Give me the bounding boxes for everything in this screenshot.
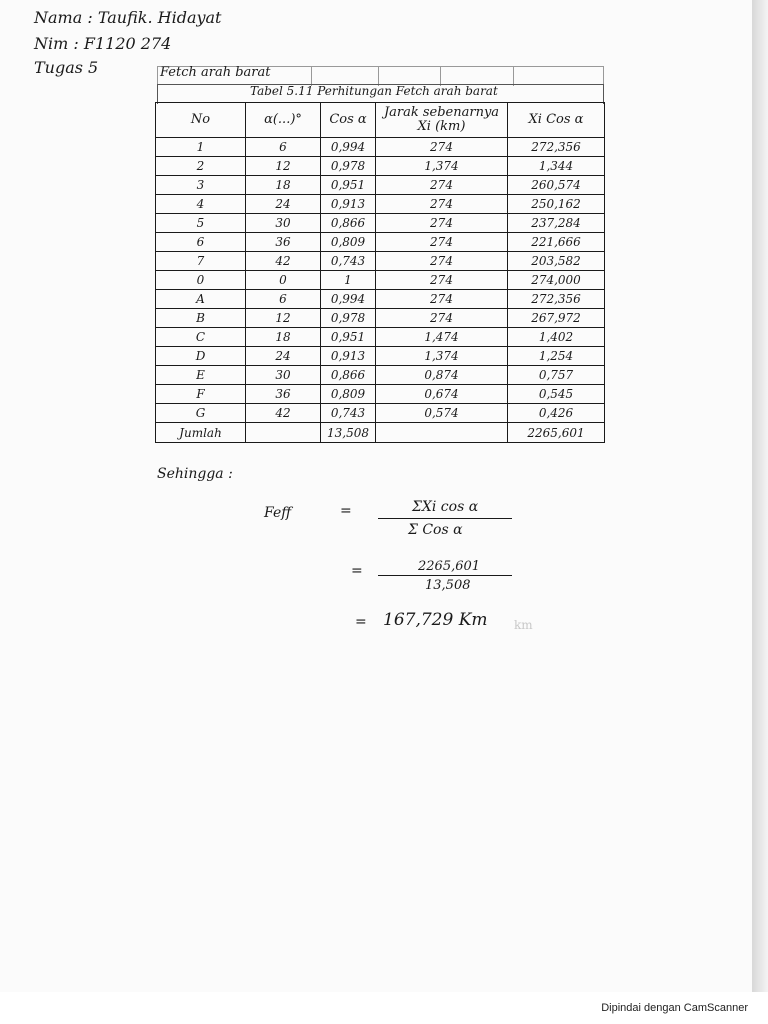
header-distance: Jarak sebenarnya Xi (km) [376, 103, 508, 138]
task-label: Tugas 5 [34, 58, 99, 77]
total-cos-sum: 13,508 [321, 423, 376, 443]
cell-no: 1 [156, 138, 246, 157]
cell-xicos: 274,000 [508, 271, 605, 290]
header-alpha: α(...)° [246, 103, 321, 138]
cell-alpha: 6 [246, 290, 321, 309]
feff-result: 167,729 Km [383, 610, 488, 630]
cell-alpha: 42 [246, 252, 321, 271]
cell-no: C [156, 328, 246, 347]
cell-no: 4 [156, 195, 246, 214]
table-row [156, 385, 605, 404]
cell-distance: 1,374 [376, 157, 508, 176]
cell-cos: 0,951 [321, 328, 376, 347]
cell-no: F [156, 385, 246, 404]
cell-cos: 0,978 [321, 309, 376, 328]
cell-no: B [156, 309, 246, 328]
table-row [156, 404, 605, 423]
table-row [156, 366, 605, 385]
cell-alpha: 30 [246, 366, 321, 385]
cell-alpha: 24 [246, 347, 321, 366]
cell-alpha: 30 [246, 214, 321, 233]
cell-distance: 1,474 [376, 328, 508, 347]
total-row [156, 423, 605, 443]
total-xicos-sum: 2265,601 [508, 423, 605, 443]
cell-distance: 1,374 [376, 347, 508, 366]
cell-xicos: 1,254 [508, 347, 605, 366]
cell-distance: 274 [376, 271, 508, 290]
cell-no: 3 [156, 176, 246, 195]
table-row [156, 290, 605, 309]
table-row [156, 233, 605, 252]
table-title: Fetch arah barat [160, 65, 271, 80]
cell-no: 7 [156, 252, 246, 271]
cell-distance: 274 [376, 233, 508, 252]
table-row [156, 271, 605, 290]
cell-cos: 0,866 [321, 366, 376, 385]
cell-cos: 0,809 [321, 233, 376, 252]
cell-distance: 274 [376, 252, 508, 271]
cell-xicos: 0,426 [508, 404, 605, 423]
cell-cos: 1 [321, 271, 376, 290]
cell-alpha: 12 [246, 309, 321, 328]
equals-sign: = [340, 503, 352, 519]
cell-xicos: 260,574 [508, 176, 605, 195]
cell-no: A [156, 290, 246, 309]
numerator-value: 2265,601 [418, 559, 481, 574]
cell-cos: 0,994 [321, 290, 376, 309]
table-row [156, 138, 605, 157]
cell-alpha: 18 [246, 176, 321, 195]
fraction-bar [378, 575, 512, 576]
cell-xicos: 221,666 [508, 233, 605, 252]
header-cos: Cos α [321, 103, 376, 138]
cell-cos: 0,809 [321, 385, 376, 404]
cell-alpha: 42 [246, 404, 321, 423]
cell-cos: 0,978 [321, 157, 376, 176]
cell-alpha: 18 [246, 328, 321, 347]
cell-distance: 274 [376, 176, 508, 195]
cell-no: 2 [156, 157, 246, 176]
student-name: Nama : Taufik. Hidayat [34, 8, 222, 27]
cell-no: 0 [156, 271, 246, 290]
cell-no: 6 [156, 233, 246, 252]
table-row [156, 309, 605, 328]
cell-xicos: 250,162 [508, 195, 605, 214]
cell-cos: 0,866 [321, 214, 376, 233]
table-header-row [156, 103, 605, 138]
cell-xicos: 0,545 [508, 385, 605, 404]
cell-xicos: 267,972 [508, 309, 605, 328]
total-empty-cell [376, 423, 508, 443]
cell-no: G [156, 404, 246, 423]
cell-xicos: 237,284 [508, 214, 605, 233]
cell-xicos: 203,582 [508, 252, 605, 271]
table-caption: Tabel 5.11 Perhitungan Fetch arah barat [250, 84, 498, 98]
cell-xicos: 272,356 [508, 138, 605, 157]
cell-cos: 0,743 [321, 404, 376, 423]
denominator-value: 13,508 [425, 578, 471, 593]
cell-no: 5 [156, 214, 246, 233]
cell-cos: 0,743 [321, 252, 376, 271]
student-nim: Nim : F1120 274 [34, 34, 172, 53]
cell-distance: 0,674 [376, 385, 508, 404]
cell-distance: 274 [376, 214, 508, 233]
cell-no: D [156, 347, 246, 366]
cell-alpha: 0 [246, 271, 321, 290]
table-body [156, 138, 605, 423]
total-label: Jumlah [156, 423, 246, 443]
cell-alpha: 36 [246, 385, 321, 404]
table-row [156, 157, 605, 176]
scanner-watermark: Dipindai dengan CamScanner [601, 1002, 748, 1014]
table-row [156, 328, 605, 347]
numerator-symbolic: ΣXi cos α [412, 499, 479, 515]
cell-distance: 0,574 [376, 404, 508, 423]
table-row [156, 214, 605, 233]
cell-distance: 274 [376, 290, 508, 309]
cell-cos: 0,994 [321, 138, 376, 157]
faint-unit-text: km [514, 618, 533, 632]
table-row [156, 347, 605, 366]
cell-no: E [156, 366, 246, 385]
fetch-table [155, 102, 605, 443]
cell-xicos: 272,356 [508, 290, 605, 309]
feff-label: Feff [264, 505, 292, 521]
cell-cos: 0,913 [321, 347, 376, 366]
cell-distance: 274 [376, 138, 508, 157]
cell-cos: 0,913 [321, 195, 376, 214]
paper-edge-shadow [752, 0, 768, 992]
cell-xicos: 0,757 [508, 366, 605, 385]
table-row [156, 195, 605, 214]
fraction-bar [378, 518, 512, 519]
calc-intro: Sehingga : [157, 466, 233, 482]
cell-alpha: 12 [246, 157, 321, 176]
cell-xicos: 1,402 [508, 328, 605, 347]
cell-cos: 0,951 [321, 176, 376, 195]
cell-distance: 274 [376, 195, 508, 214]
cell-distance: 0,874 [376, 366, 508, 385]
cell-alpha: 6 [246, 138, 321, 157]
equals-sign: = [355, 614, 367, 630]
denominator-symbolic: Σ Cos α [408, 522, 463, 538]
cell-alpha: 36 [246, 233, 321, 252]
equals-sign: = [351, 563, 363, 579]
cell-distance: 274 [376, 309, 508, 328]
table-row [156, 176, 605, 195]
cell-alpha: 24 [246, 195, 321, 214]
header-xicos: Xi Cos α [508, 103, 605, 138]
total-empty-cell [246, 423, 321, 443]
cell-xicos: 1,344 [508, 157, 605, 176]
table-row [156, 252, 605, 271]
header-no: No [156, 103, 246, 138]
